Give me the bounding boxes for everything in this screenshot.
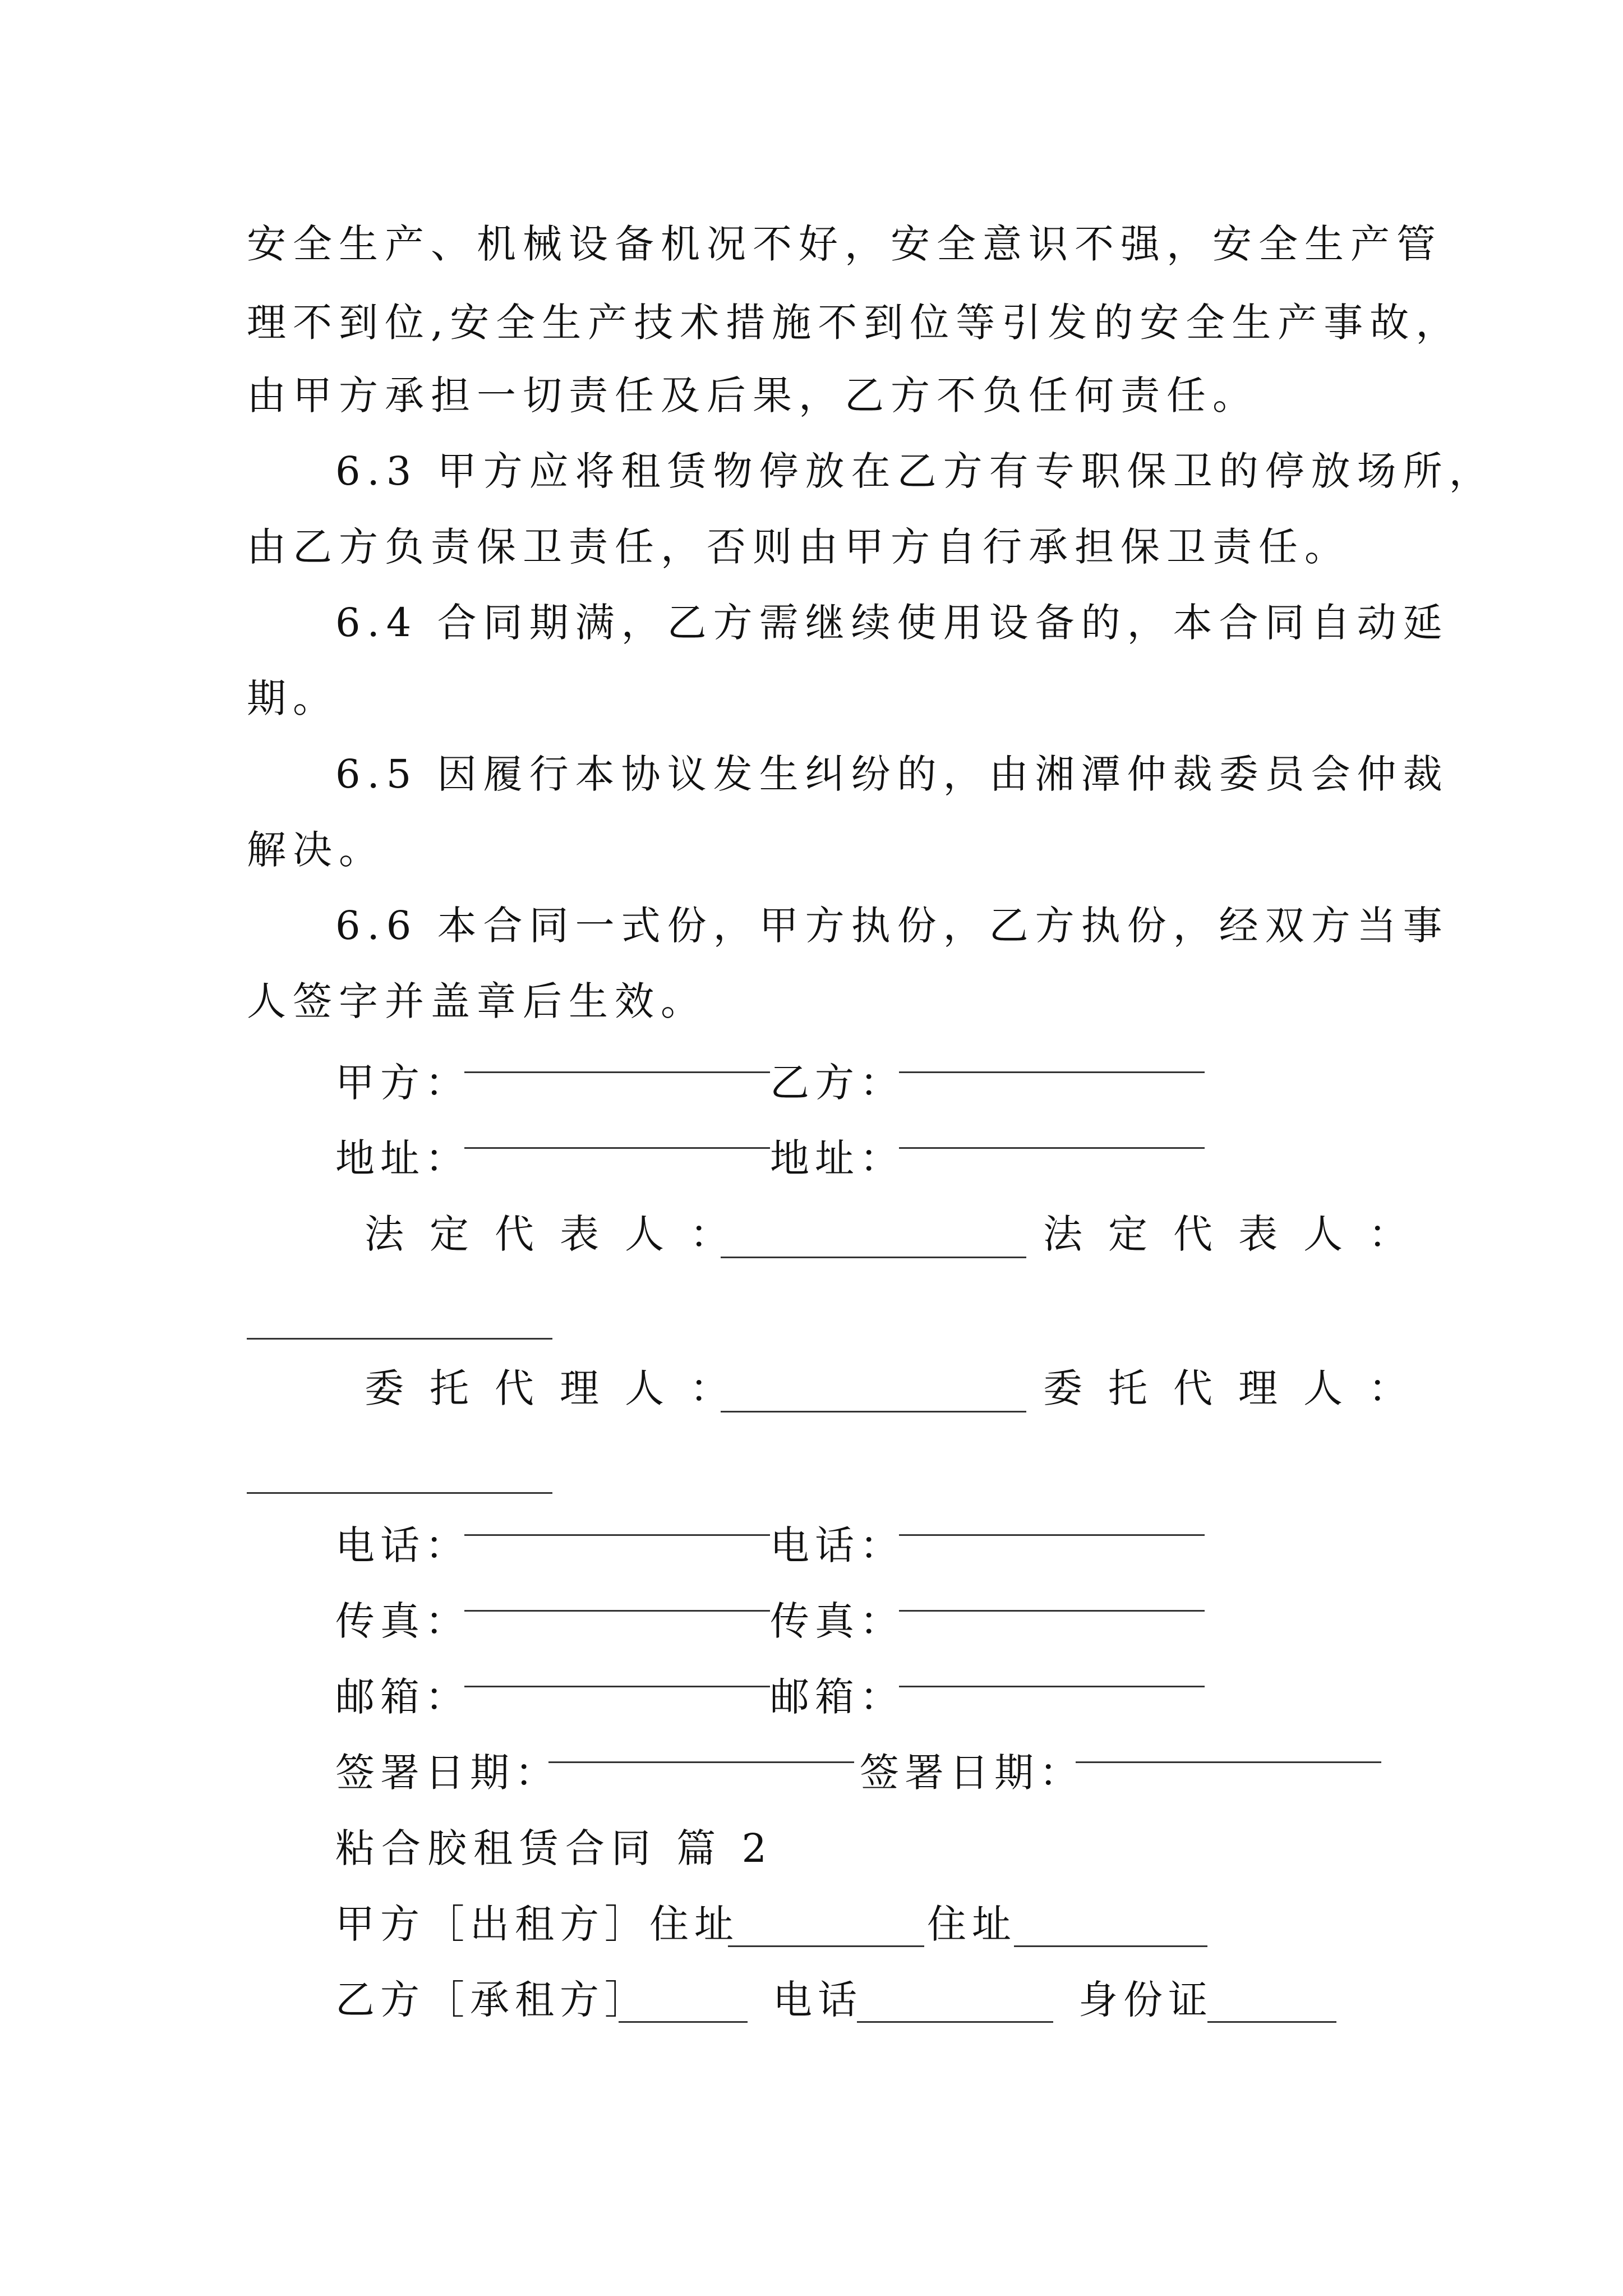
lessee-id-label: 身份证 bbox=[1078, 1977, 1213, 2023]
agent-a-label: 委托代理人： bbox=[365, 1365, 755, 1411]
lessor-address-blank[interactable] bbox=[728, 1945, 924, 1947]
clause-6-3-line1: 6.3 甲方应将租赁物停放在乙方有专职保卫的停放场所， bbox=[335, 448, 1495, 494]
lessee-phone-blank[interactable] bbox=[857, 2021, 1053, 2023]
date-b-blank[interactable] bbox=[1076, 1761, 1381, 1763]
lessee-label: 乙方［承租方］ bbox=[335, 1977, 649, 2023]
email-a-label: 邮箱： bbox=[335, 1674, 470, 1720]
phone-a-label: 电话： bbox=[335, 1522, 470, 1568]
email-a-blank[interactable] bbox=[464, 1686, 770, 1687]
clause-6-5-line1: 6.5 因履行本协议发生纠纷的，由湘潭仲裁委员会仲裁 bbox=[335, 751, 1449, 797]
address-b-label: 地址： bbox=[770, 1135, 905, 1181]
lessee-row bbox=[335, 1972, 1213, 2028]
lessee-name-blank[interactable] bbox=[619, 2021, 748, 2023]
agent-a-blank[interactable] bbox=[721, 1411, 1026, 1412]
phone-row bbox=[335, 1517, 905, 1573]
date-row bbox=[335, 1745, 1084, 1801]
clause-6-4-line2: 期。 bbox=[247, 675, 339, 721]
paragraph-line: 由甲方承担一切责任及后果，乙方不负任何责任。 bbox=[247, 372, 1258, 418]
lessor-row bbox=[335, 1896, 1017, 1952]
fax-b-label: 传真： bbox=[770, 1598, 905, 1644]
address-row bbox=[335, 1130, 905, 1186]
address-b-blank[interactable] bbox=[899, 1147, 1205, 1149]
date-a-label: 签署日期： bbox=[335, 1750, 560, 1796]
fax-a-label: 传真： bbox=[335, 1598, 470, 1644]
party-b-label: 乙方： bbox=[770, 1060, 905, 1106]
email-row bbox=[335, 1669, 905, 1725]
phone-a-blank[interactable] bbox=[464, 1534, 770, 1536]
lessee-id-blank[interactable] bbox=[1207, 2021, 1336, 2023]
party-a-label: 甲方： bbox=[335, 1060, 470, 1106]
fax-b-blank[interactable] bbox=[899, 1610, 1205, 1612]
party-row bbox=[335, 1055, 905, 1111]
party-b-blank[interactable] bbox=[899, 1071, 1205, 1073]
fax-row bbox=[335, 1593, 905, 1649]
section-title: 粘合胶租赁合同 篇 2 bbox=[335, 1825, 774, 1871]
email-b-label: 邮箱： bbox=[770, 1674, 905, 1720]
date-b-label: 签署日期： bbox=[860, 1750, 1084, 1796]
paragraph-line: 安全生产、机械设备机况不好，安全意识不强，安全生产管 bbox=[247, 221, 1442, 267]
legal-rep-a-blank[interactable] bbox=[721, 1257, 1026, 1258]
agent-b-blank[interactable] bbox=[247, 1492, 552, 1494]
date-a-blank[interactable] bbox=[548, 1761, 854, 1763]
legal-rep-a-label: 法定代表人： bbox=[365, 1211, 755, 1257]
phone-b-blank[interactable] bbox=[899, 1534, 1205, 1536]
address-a-label: 地址： bbox=[335, 1135, 470, 1181]
lessor-label: 甲方［出租方］住址 bbox=[335, 1901, 739, 1947]
lessor-address2-blank[interactable] bbox=[1014, 1945, 1207, 1947]
agent-b-label: 委托代理人： bbox=[1043, 1365, 1433, 1411]
address-a-blank[interactable] bbox=[464, 1147, 770, 1149]
clause-6-6-line2: 人签字并盖章后生效。 bbox=[247, 978, 707, 1024]
clause-6-4-line1: 6.4 合同期满，乙方需继续使用设备的，本合同自动延 bbox=[335, 600, 1449, 646]
paragraph-line: 理不到位,安全生产技术措施不到位等引发的安全生产事故， bbox=[247, 300, 1462, 346]
phone-b-label: 电话： bbox=[770, 1522, 905, 1568]
lessee-phone-label: 电话 bbox=[773, 1977, 863, 2023]
party-a-blank[interactable] bbox=[464, 1071, 770, 1073]
lessor-address2-label: 住址 bbox=[927, 1901, 1017, 1947]
clause-6-3-line2: 由乙方负责保卫责任，否则由甲方自行承担保卫责任。 bbox=[247, 524, 1350, 570]
email-b-blank[interactable] bbox=[899, 1686, 1205, 1687]
legal-rep-b-label: 法定代表人： bbox=[1043, 1211, 1433, 1257]
clause-6-5-line2: 解决。 bbox=[247, 827, 385, 873]
fax-a-blank[interactable] bbox=[464, 1610, 770, 1612]
legal-rep-b-blank[interactable] bbox=[247, 1338, 552, 1340]
clause-6-6-line1: 6.6 本合同一式份，甲方执份，乙方执份，经双方当事 bbox=[335, 903, 1449, 949]
